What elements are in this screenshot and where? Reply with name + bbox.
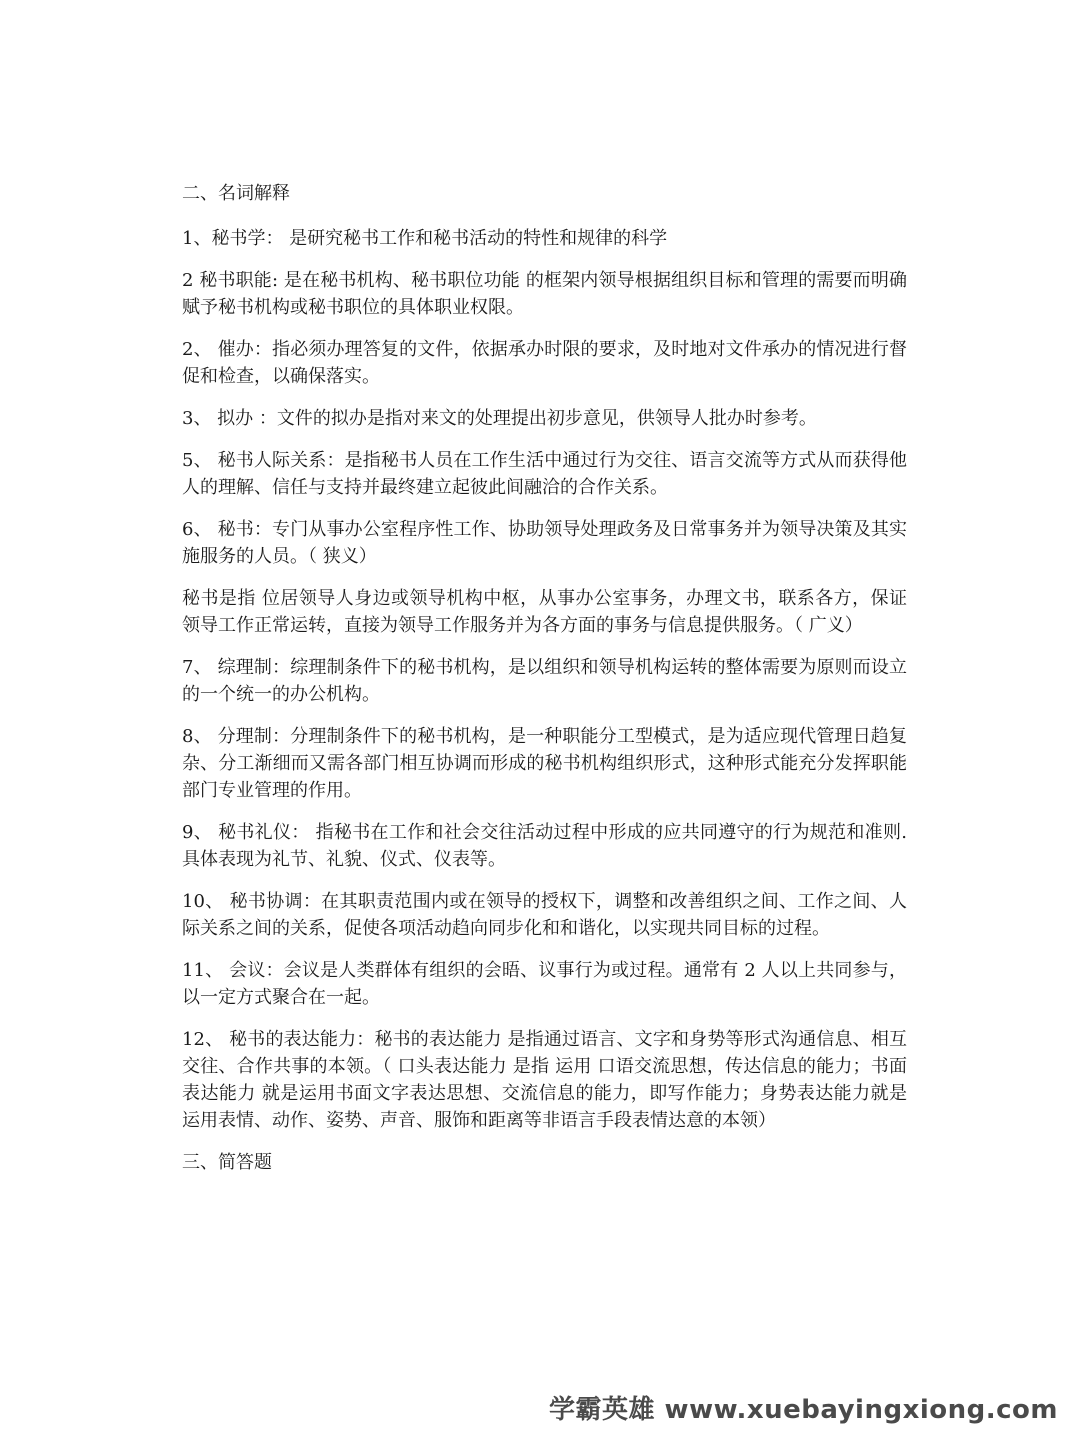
document-page — [182, 180, 907, 1194]
term-entry-1: 1、秘书学： 是研究秘书工作和秘书活动的特性和规律的科学 — [182, 228, 668, 249]
term-entry-6-broad: 秘书是指 位居领导人身边或领导机构中枢，从事办公室事务，办理文书，联系各方，保证领导工作正常运转，直接为领导工作服务并为各方面的事务与信息提供服务。（ 广义） — [182, 588, 907, 636]
term-entry-2: 2 秘书职能: 是在秘书机构、秘书职位功能 的框架内领导根据组织目标和管理的需要而明确赋予秘书机构或秘书职位的具体职业权限。 — [182, 270, 907, 318]
site-watermark: 学霸英雄 www.xuebayingxiong.com — [549, 1395, 1058, 1425]
term-entry-8: 8、 分理制：分理制条件下的秘书机构，是一种职能分工型模式，是为适应现代管理日趋复杂、分工渐细而又需各部门相互协调而形成的秘书机构组织形式，这种形式能充分发挥职能部门专业管理的作用。 — [182, 726, 907, 801]
term-entry-4: 3、 拟办 ：文件的拟办是指对来文的处理提出初步意见，供领导人批办时参考。 — [182, 408, 817, 429]
term-entry-9: 9、 秘书礼仪： 指秘书在工作和社会交往活动过程中形成的应共同遵守的行为规范和准则.具体表现为礼节、礼貌、仪式、仪表等。 — [182, 822, 907, 870]
section-heading-terms: 二、名词解释 — [182, 183, 290, 204]
term-entry-3: 2、 催办：指必须办理答复的文件，依据承办时限的要求，及时地对文件承办的情况进行督促和检查，以确保落实。 — [182, 339, 907, 387]
section-heading-short-answer: 三、简答题 — [182, 1152, 272, 1173]
term-entry-12: 12、 秘书的表达能力：秘书的表达能力 是指通过语言、文字和身势等形式沟通信息、相互交往、合作共事的本领。（ 口头表达能力 是指 运用 口语交流思想，传达信息的能力；书面 表达能力 就是运用书面文字表达思想、交流信息的能力，即写作能力；身势表达能力就是运用表情、动作、姿势、声音、服饰和距离等非语言手段表情达意的本领） — [182, 1029, 907, 1131]
term-entry-5: 5、 秘书人际关系：是指秘书人员在工作生活中通过行为交往、语言交流等方式从而获得他人的理解、信任与支持并最终建立起彼此间融洽的合作关系。 — [182, 450, 907, 498]
term-entry-11: 11、 会议：会议是人类群体有组织的会晤、议事行为或过程。通常有 2 人以上共同参与，以一定方式聚合在一起。 — [182, 960, 907, 1008]
term-entry-7: 7、 综理制：综理制条件下的秘书机构，是以组织和领导机构运转的整体需要为原则而设立的一个统一的办公机构。 — [182, 657, 907, 705]
term-entry-10: 10、 秘书协调：在其职责范围内或在领导的授权下，调整和改善组织之间、工作之间、人际关系之间的关系，促使各项活动趋向同步化和和谐化，以实现共同目标的过程。 — [182, 891, 907, 939]
term-entry-6: 6、 秘书：专门从事办公室程序性工作、协助领导处理政务及日常事务并为领导决策及其实施服务的人员。（ 狭义） — [182, 519, 907, 567]
